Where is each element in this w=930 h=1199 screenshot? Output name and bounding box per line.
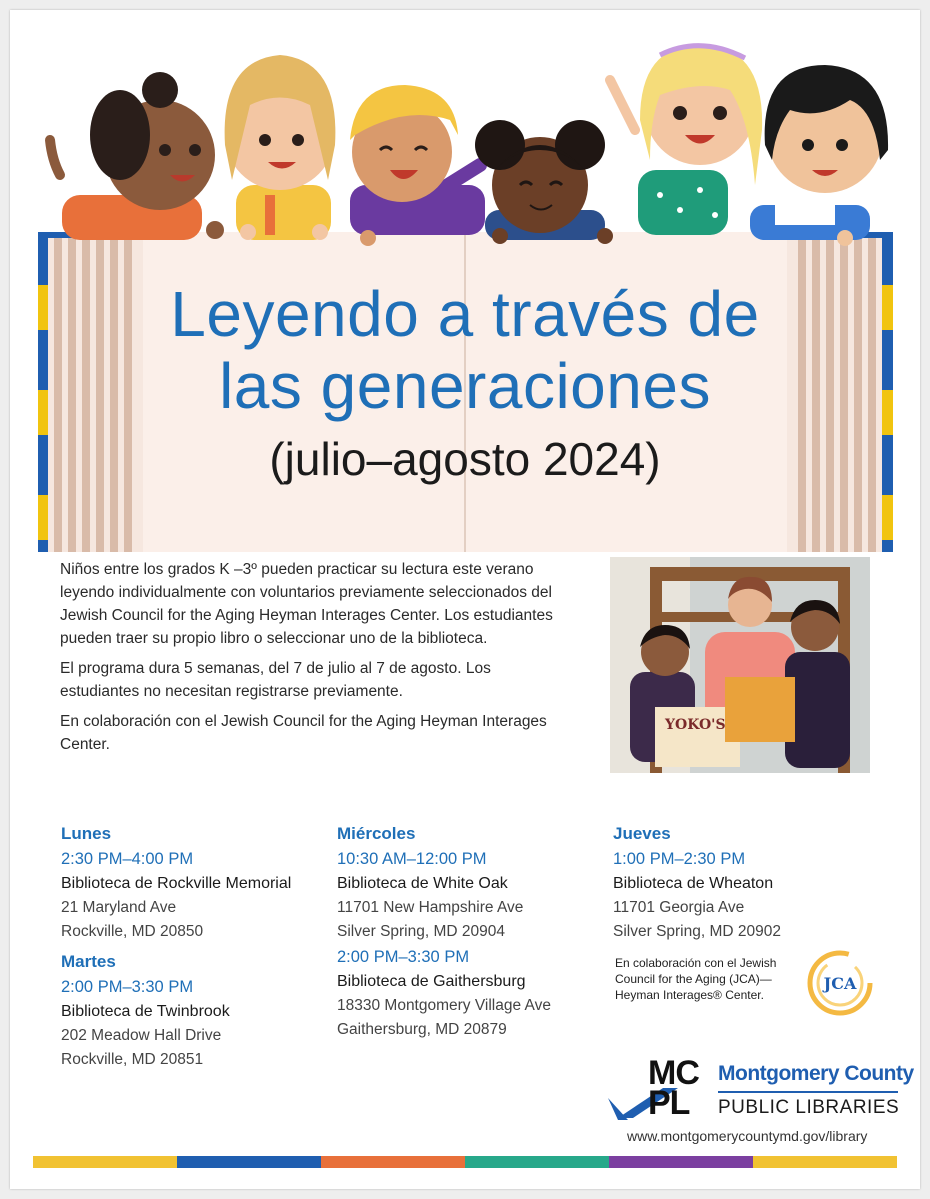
child-4	[475, 120, 613, 244]
time-label: 10:30 AM–12:00 PM	[337, 850, 487, 868]
partner-text	[615, 955, 805, 1003]
intro-paragraph-2: El programa dura 5 semanas, del 7 de julio al 7 de agosto. Los estudiantes no necesitan registrarse previamente.	[60, 660, 491, 700]
address-line-2: Rockville, MD 20851	[61, 1051, 204, 1068]
org-name: Montgomery County	[718, 1062, 914, 1085]
schedule-column-2	[337, 816, 607, 1042]
org-divider	[718, 1091, 898, 1093]
org-subtitle: PUBLIC LIBRARIES	[718, 1097, 900, 1118]
mcpl-logo-icon	[608, 1054, 914, 1128]
address-line-1: 21 Maryland Ave	[61, 899, 177, 916]
color-segment	[465, 1156, 609, 1168]
library-name: Biblioteca de Rockville Memorial	[61, 875, 292, 892]
address-line-2: Silver Spring, MD 20902	[613, 923, 781, 940]
time-label: 2:00 PM–3:30 PM	[61, 978, 194, 996]
day-label: Lunes	[61, 824, 112, 843]
color-segment	[321, 1156, 465, 1168]
day-label: Miércoles	[337, 824, 416, 843]
page-title: Leyendo a través de las generaciones	[170, 278, 760, 422]
library-name: Biblioteca de Wheaton	[613, 875, 774, 892]
schedule-column-1	[61, 816, 331, 1072]
child-3	[350, 85, 500, 246]
partner-text-line-2: Council for the Aging (JCA)—	[615, 972, 772, 986]
address-line-2: Rockville, MD 20850	[61, 923, 204, 940]
jca-logo-graphic	[805, 948, 875, 1018]
jca-logo-icon	[805, 948, 875, 1018]
reading-photo	[610, 557, 870, 773]
mcpl-letters-bottom: PL	[648, 1084, 690, 1122]
color-segment	[609, 1156, 753, 1168]
partner-text-line-1: En colaboración con el Jewish	[615, 956, 777, 970]
address-line-1: 18330 Montgomery Village Ave	[337, 997, 551, 1014]
page-subtitle: (julio–agosto 2024)	[269, 433, 661, 485]
schedule-monday	[61, 822, 331, 944]
address-line-2: Gaithersburg, MD 20879	[337, 1021, 507, 1038]
footer-color-bar	[33, 1156, 897, 1168]
hero-illustration	[10, 10, 920, 555]
color-segment	[177, 1156, 321, 1168]
library-name: Biblioteca de White Oak	[337, 875, 508, 892]
address-line-1: 11701 New Hampshire Ave	[337, 899, 524, 916]
address-line-2: Silver Spring, MD 20904	[337, 923, 505, 940]
color-segment	[753, 1156, 897, 1168]
intro-paragraph-1: Niños entre los grados K –3º pueden practicar su lectura este verano leyendo individualmente con voluntarios previamente seleccionados del Jewish Council for the Aging Heyman Interages Center. Los estudiantes pueden traer su propio libro o seleccionar uno de la biblioteca.	[60, 561, 553, 647]
photo-book-text: YOKO'S	[665, 717, 726, 733]
library-name: Biblioteca de Gaithersburg	[337, 973, 526, 990]
intro-paragraph-3: En colaboración con el Jewish Council for the Aging Heyman Interages Center.	[60, 713, 547, 753]
intro-text	[60, 558, 560, 763]
partner-text-line-3: Heyman Interages® Center.	[615, 988, 764, 1002]
library-url[interactable]: www.montgomerycountymd.gov/library	[627, 1128, 868, 1144]
mcpl-letters	[648, 1054, 699, 1122]
library-name: Biblioteca de Twinbrook	[61, 1003, 230, 1020]
time-label: 2:00 PM–3:30 PM	[337, 948, 470, 966]
address-line-1: 11701 Georgia Ave	[613, 899, 745, 916]
schedule-tuesday	[61, 950, 331, 1072]
color-segment	[33, 1156, 177, 1168]
photo-illustration	[610, 557, 870, 773]
schedule-wednesday	[337, 822, 607, 1042]
address-line-1: 202 Meadow Hall Drive	[61, 1027, 222, 1044]
child-5	[610, 45, 762, 235]
day-label: Martes	[61, 952, 116, 971]
schedule-column-3	[613, 816, 883, 944]
time-label: 2:30 PM–4:00 PM	[61, 850, 194, 868]
time-label: 1:00 PM–2:30 PM	[613, 850, 746, 868]
day-label: Jueves	[613, 824, 671, 843]
child-1	[50, 72, 224, 240]
jca-logo-text: JCA	[823, 974, 857, 993]
child-6	[750, 65, 888, 246]
mcpl-letters-top: MC	[648, 1054, 699, 1092]
child-2	[225, 55, 336, 240]
title-block	[130, 278, 800, 486]
flyer-page	[10, 10, 920, 1189]
schedule-thursday	[613, 822, 883, 944]
